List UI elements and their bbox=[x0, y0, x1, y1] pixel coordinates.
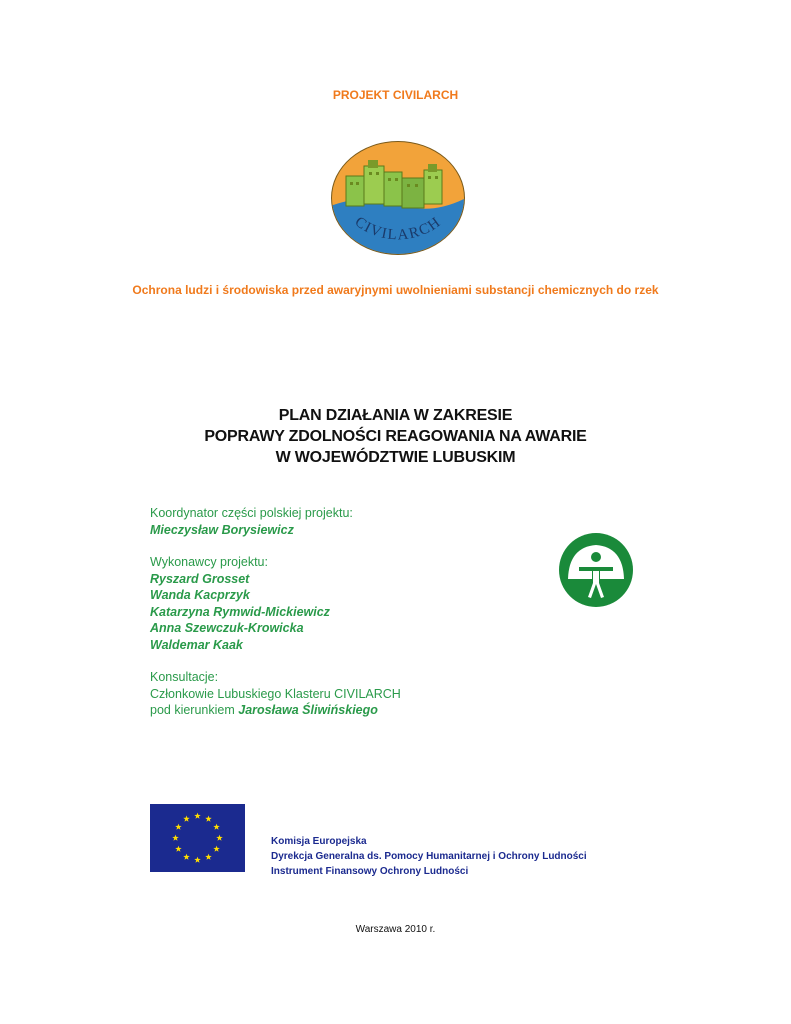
title-line-1: PLAN DZIAŁANIA W ZAKRESIE bbox=[278, 407, 513, 424]
coordinator-label: Koordynator części polskiej projektu: bbox=[150, 506, 353, 520]
subtitle: Ochrona ludzi i środowiska przed awaryjnymi uwolnieniami substancji chemicznych do rzek bbox=[132, 283, 659, 297]
document-title bbox=[0, 405, 791, 468]
contractor-name: Waldemar Kaak bbox=[150, 637, 243, 652]
contractor-name: Wanda Kacprzyk bbox=[150, 588, 250, 602]
coordinator-name: Mieczysław Borysiewicz bbox=[150, 522, 294, 537]
eu-funding-text bbox=[271, 834, 587, 879]
eu-instrument: Instrument Finansowy Ochrony Ludności bbox=[271, 866, 469, 877]
contractor-name: Anna Szewczuk-Krowicka bbox=[150, 621, 304, 635]
contractor-name: Ryszard Grosset bbox=[150, 571, 250, 586]
consultations-members: Członkowie Lubuskiego Klasteru CIVILARCH bbox=[150, 686, 401, 701]
eu-directorate: Dyrekcja Generalna ds. Pomocy Humanitarnej i Ochrony Ludności bbox=[271, 851, 587, 862]
credits-block bbox=[150, 505, 550, 719]
eu-flag bbox=[150, 804, 245, 872]
consultations-lead-prefix: pod kierunkiem bbox=[150, 703, 239, 717]
contractors-label: Wykonawcy projektu: bbox=[150, 555, 268, 569]
title-line-3: W WOJEWÓDZTWIE LUBUSKIM bbox=[275, 449, 516, 466]
consultations-lead bbox=[150, 702, 550, 719]
contractor-name: Katarzyna Rymwid-Mickiewicz bbox=[150, 604, 330, 619]
civilarch-logo-text: CIVILARCH bbox=[351, 213, 445, 244]
place-date: Warszawa 2010 r. bbox=[355, 924, 436, 935]
title-line-2: POPRAWY ZDOLNOŚCI REAGOWANIA NA AWARIE bbox=[204, 428, 587, 445]
consultations-label: Konsultacje: bbox=[150, 670, 219, 684]
civil-protection-logo bbox=[559, 533, 633, 607]
eu-commission: Komisja Europejska bbox=[271, 836, 367, 847]
civilarch-logo bbox=[330, 140, 466, 256]
consultations-lead-name: Jarosława Śliwińskiego bbox=[238, 703, 378, 717]
project-title: PROJEKT CIVILARCH bbox=[332, 88, 459, 102]
